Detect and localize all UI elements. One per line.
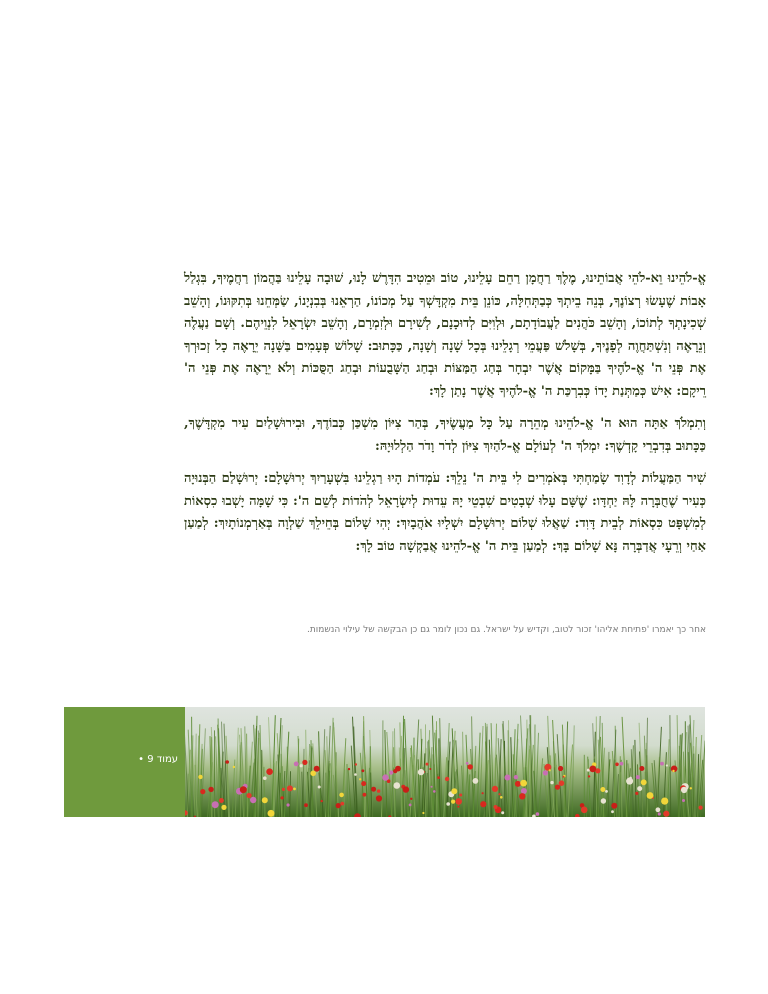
prayer-text (184, 268, 706, 568)
meadow-photo (185, 707, 705, 817)
prayer-paragraph-2: וְתִמְלֹךְ אַתָּה הוּא ה' אֱ-לֹהֵינוּ מְהֵרָה עַל כָּל מַעֲשֶׂיךָ, בְּהַר צִיּוֹן מִשְׁכַּן כְּבוֹדֶךָ, וּבִירוּשָׁלַיִם עִיר מִקְדָּשֶׁךָ, כַּכָּתוּב בְּדִבְרֵי קָדְשֶׁךָ: יִמְלֹךְ ה' לְעוֹלָם אֱ-לֹהַיִךְ צִיּוֹן לְדֹר וָדֹר הַלְלוּיָהּ: (184, 416, 706, 454)
prayer-paragraph-1: אֱ-לֹהֵינוּ וֵא-לֹהֵי אֲבוֹתֵינוּ, מֶלֶךְ רַחֲמָן רַחֵם עָלֵינוּ, טוֹב וּמֵטִיב הִדָּרֶשׁ לָנוּ, שׁוּבָה עָלֵינוּ בַּהֲמוֹן רַחֲמֶיךָ, בִּגְלַל אָבוֹת שֶׁעָשׂוּ רְצוֹנֶךָ, בְּנֵה בֵיתְךָ כְּבַתְּחִלָּה, כּוֹנֵן בֵּית מִקְדָּשְׁךָ עַל מְכוֹנוֹ, הַרְאֵנוּ בְּבִנְיָנוֹ, שַׂמְּחֵנוּ בְּתִקּוּנוֹ, וְהָשֵׁב שְׁכִינָתְךָ לְתוֹכוֹ, וְהָשֵׁב כֹּהֲנִים לַעֲבוֹדָתָם, וּלְוִיִּם לְדוּכָנָם, לְשִׁירָם וּלְזִמְרָם, וְהָשֵׁב יִשְׂרָאֵל לִנְוֵיהֶם. וְשָׁם נַעֲלֶה וְנֵרָאֶה וְנִשְׁתַּחֲוֶה לְפָנֶיךָ, בְּשָׁלֹשׁ פַּעֲמֵי רְגָלֵינוּ בְּכָל שָׁנָה וְשָׁנָה, כַּכָּתוּב: שָׁלוֹשׁ פְּעָמִים בַּשָּׁנָה יֵרָאֶה כָל זְכוּרְךָ אֶת פְּנֵי ה' אֱ-לֹהֶיךָ בַּמָּקוֹם אֲשֶׁר יִבְחָר בְּחַג הַמַּצּוֹת וּבְחַג הַשָּׁבֻעוֹת וּבְחַג הַסֻּכּוֹת וְלֹא יֵרָאֶה אֶת פְּנֵי ה' רֵיקָם: אִישׁ כְּמַתְּנַת יָדוֹ כְּבִרְכַּת ה' אֱ-לֹהֶיךָ אֲשֶׁר נָתַן לָךְ: (184, 271, 706, 399)
prayer-paragraph-3: שִׁיר הַמַּעֲלוֹת לְדָוִד שָׂמַחְתִּי בְּאֹמְרִים לִי בֵּית ה' נֵלֵךְ: עֹמְדוֹת הָיוּ רַגְלֵינוּ בִּשְׁעָרַיִךְ יְרוּשָׁלָם: יְרוּשָׁלַם הַבְּנוּיָה כְּעִיר שֶׁחֻבְּרָה לָּהּ יַחְדָּו: שֶׁשָּׁם עָלוּ שְׁבָטִים שִׁבְטֵי יָהּ עֵדוּת לְיִשְׂרָאֵל לְהֹדוֹת לְשֵׁם ה': כִּי שָׁמָּה יָשְׁבוּ כִסְאוֹת לְמִשְׁפָּט כִּסְאוֹת לְבֵית דָּוִד: שַׁאֲלוּ שְׁלוֹם יְרוּשָׁלָם יִשְׁלָיוּ אֹהֲבָיִךְ: יְהִי שָׁלוֹם בְּחֵילֵךְ שַׁלְוָה בְּאַרְמְנוֹתָיִךְ: לְמַעַן אַחַי וְרֵעָי אֲדַבְּרָה נָּא שָׁלוֹם בָּךְ: לְמַעַן בֵּית ה' אֱ-לֹהֵינוּ אֲבַקְשָׁה טוֹב לָךְ: (184, 471, 706, 554)
page-number-label: עמוד 9 • (138, 754, 178, 765)
instruction-note: אחר כך יאמרו 'פתיחת אליהו' זכור לטוב, וקדיש על ישראל. גם נכון לומר גם כן הבקשה של עילוי הנשמות. (307, 625, 706, 635)
